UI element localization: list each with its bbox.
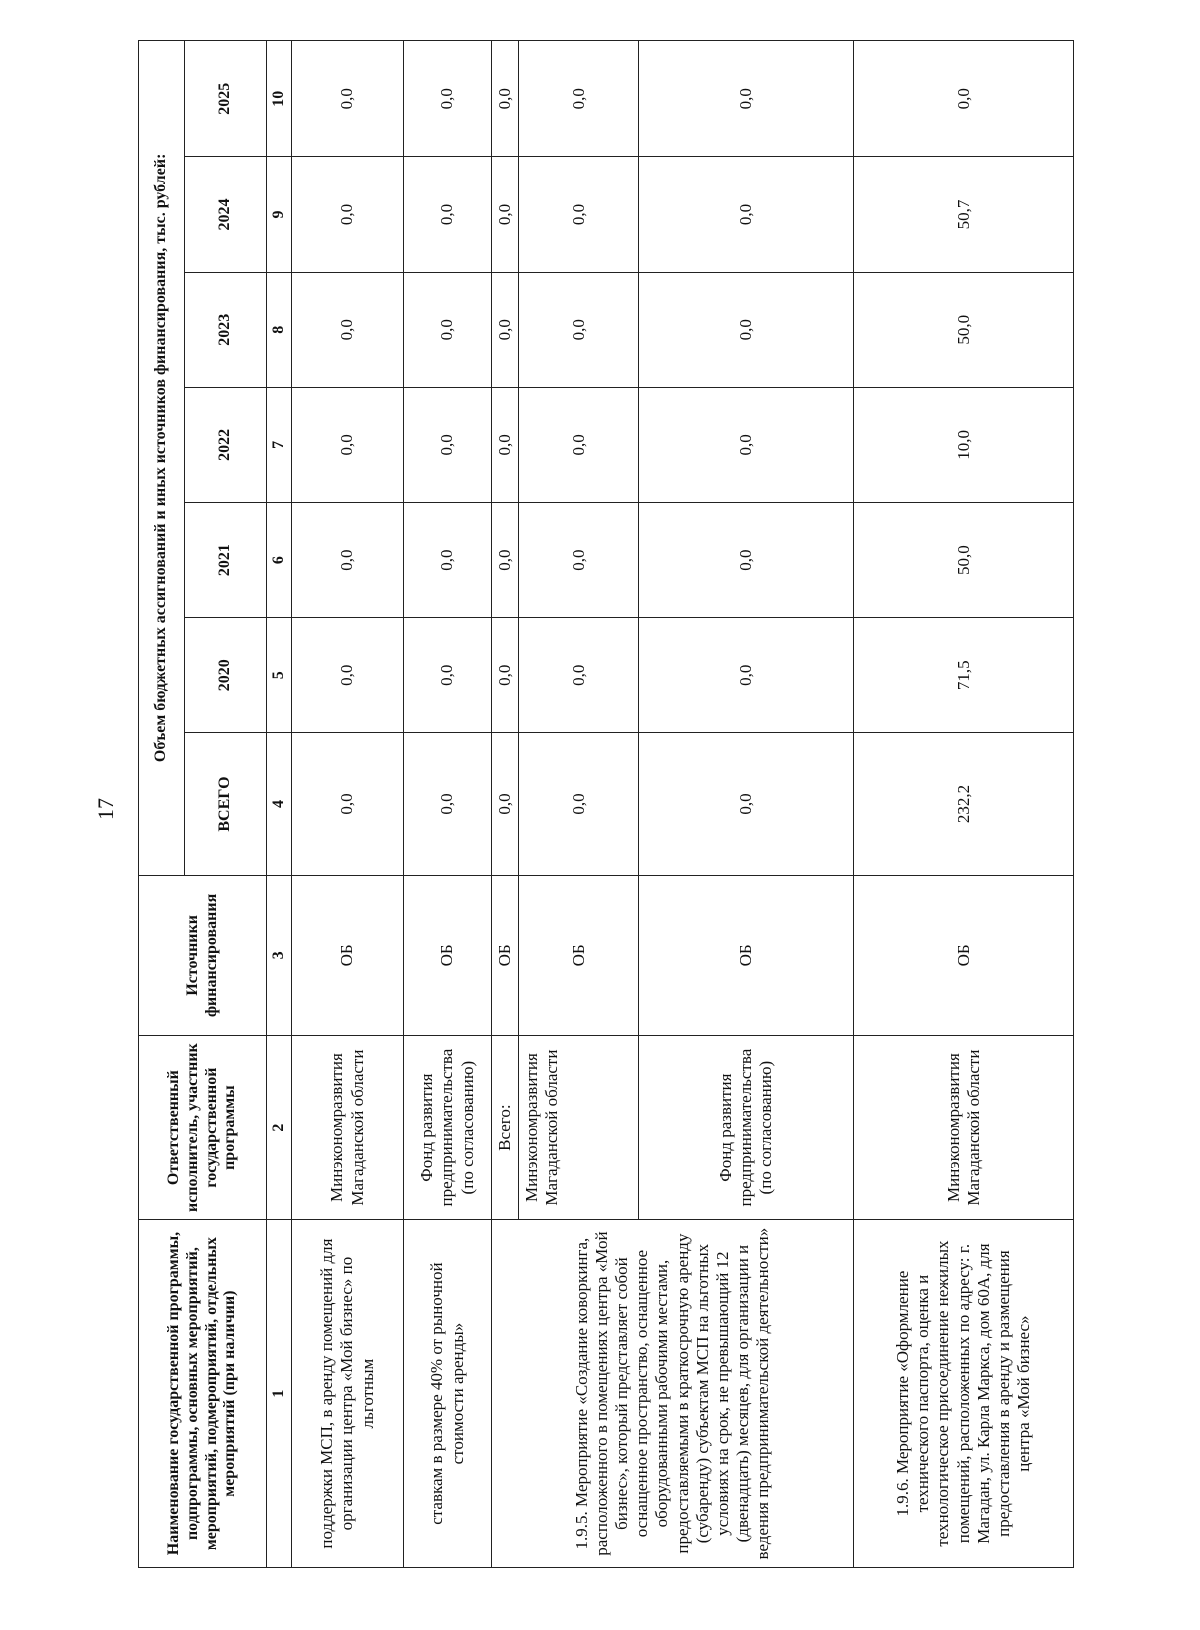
page-number: 17 (93, 798, 118, 820)
value-cell: 0,0 (492, 618, 519, 733)
column-number: 3 (267, 875, 292, 1035)
value-cell: 0,0 (492, 387, 519, 502)
activity-name: 1.9.6. Мероприятие «Оформление технического паспорта, оценка и технологическое присоединение нежилых помещений, расположенных по адресу: г. Магадан, ул. Карла Маркса, дом 60А, для предоставления в аренду и размещения центра «Мой бизнес» (854, 1220, 1074, 1568)
value-cell: 0,0 (404, 387, 492, 502)
value-cell: 0,0 (492, 503, 519, 618)
value-cell: 0,0 (519, 157, 639, 272)
value-cell: 50,0 (854, 503, 1074, 618)
header-executor: Ответственный исполнитель, участник государственной программы (139, 1036, 267, 1220)
value-cell: 0,0 (492, 272, 519, 387)
value-cell: 0,0 (292, 618, 404, 733)
value-cell: 0,0 (404, 157, 492, 272)
header-volume: Объем бюджетных ассигнований и иных источников финансирования, тыс. рублей: (139, 41, 185, 876)
value-cell: 0,0 (492, 733, 519, 875)
table-row (292, 41, 404, 1568)
value-cell: 0,0 (404, 618, 492, 733)
value-cell: 0,0 (292, 387, 404, 502)
source-cell: ОБ (519, 875, 639, 1035)
table-row (492, 41, 519, 1568)
header-year: 2023 (185, 272, 267, 387)
header-year: 2021 (185, 503, 267, 618)
value-cell: 0,0 (404, 41, 492, 157)
column-number: 4 (267, 733, 292, 875)
value-cell: 0,0 (292, 733, 404, 875)
rotated-table-container (138, 40, 1053, 1568)
value-cell: 0,0 (292, 272, 404, 387)
executor-cell: Фонд развития предпринимательства (по согласованию) (639, 1036, 854, 1220)
source-cell: ОБ (492, 875, 519, 1035)
source-cell: ОБ (854, 875, 1074, 1035)
header-year: 2020 (185, 618, 267, 733)
executor-cell: Минэкономразвития Магаданской области (519, 1036, 639, 1220)
executor-cell: Фонд развития предпринимательства (по согласованию) (404, 1036, 492, 1220)
column-number: 8 (267, 272, 292, 387)
value-cell: 232,2 (854, 733, 1074, 875)
table-row (854, 41, 1074, 1568)
column-number: 5 (267, 618, 292, 733)
source-cell: ОБ (404, 875, 492, 1035)
financing-table (138, 40, 1074, 1568)
value-cell: 0,0 (854, 41, 1074, 157)
value-cell: 0,0 (639, 272, 854, 387)
value-cell: 50,0 (854, 272, 1074, 387)
header-year: 2022 (185, 387, 267, 502)
activity-name: 1.9.5. Мероприятие «Создание коворкинга, расположенного в помещениях центра «Мой бизнес», который представляет собой оснащенное пространство, оснащенное оборудованными рабочими местами, предоставляемыми в краткосрочную аренду (субаренду) субъектам МСП на льготных условиях на срок, не превышающий 12 (двенадцать) месяцев, для организации и ведения предпринимательской деятельности» (492, 1220, 854, 1568)
column-number: 1 (267, 1220, 292, 1568)
value-cell: 10,0 (854, 387, 1074, 502)
value-cell: 0,0 (404, 272, 492, 387)
value-cell: 0,0 (292, 157, 404, 272)
executor-cell: Минэкономразвития Магаданской области (854, 1036, 1074, 1220)
value-cell: 0,0 (639, 157, 854, 272)
activity-name: ставкам в размере 40% от рыночной стоимости аренды» (404, 1220, 492, 1568)
source-cell: ОБ (292, 875, 404, 1035)
value-cell: 0,0 (404, 503, 492, 618)
column-number: 2 (267, 1036, 292, 1220)
executor-cell: Всего: (492, 1036, 519, 1220)
value-cell: 0,0 (519, 41, 639, 157)
header-total: ВСЕГО (185, 733, 267, 875)
value-cell: 0,0 (519, 733, 639, 875)
value-cell: 0,0 (639, 618, 854, 733)
value-cell: 0,0 (292, 41, 404, 157)
value-cell: 0,0 (492, 157, 519, 272)
value-cell: 0,0 (519, 272, 639, 387)
table-row (404, 41, 492, 1568)
value-cell: 0,0 (492, 41, 519, 157)
header-year: 2025 (185, 41, 267, 157)
column-number: 9 (267, 157, 292, 272)
value-cell: 0,0 (292, 503, 404, 618)
value-cell: 0,0 (639, 41, 854, 157)
source-cell: ОБ (639, 875, 854, 1035)
value-cell: 0,0 (519, 387, 639, 502)
column-number: 7 (267, 387, 292, 502)
value-cell: 0,0 (639, 503, 854, 618)
header-name: Наименование государственной программы, подпрограммы, основных мероприятий, мероприятий, подмероприятий, отдельных мероприятий (при наличии) (139, 1220, 267, 1568)
value-cell: 0,0 (519, 618, 639, 733)
value-cell: 71,5 (854, 618, 1074, 733)
value-cell: 0,0 (519, 503, 639, 618)
header-source: Источники финансирования (139, 875, 267, 1035)
value-cell: 0,0 (639, 733, 854, 875)
executor-cell: Минэкономразвития Магаданской области (292, 1036, 404, 1220)
activity-name: поддержки МСП, в аренду помещений для организации центра «Мой бизнес» по льготным (292, 1220, 404, 1568)
column-number: 10 (267, 41, 292, 157)
column-number: 6 (267, 503, 292, 618)
value-cell: 0,0 (404, 733, 492, 875)
value-cell: 50,7 (854, 157, 1074, 272)
value-cell: 0,0 (639, 387, 854, 502)
header-year: 2024 (185, 157, 267, 272)
column-number-row (267, 41, 292, 1568)
